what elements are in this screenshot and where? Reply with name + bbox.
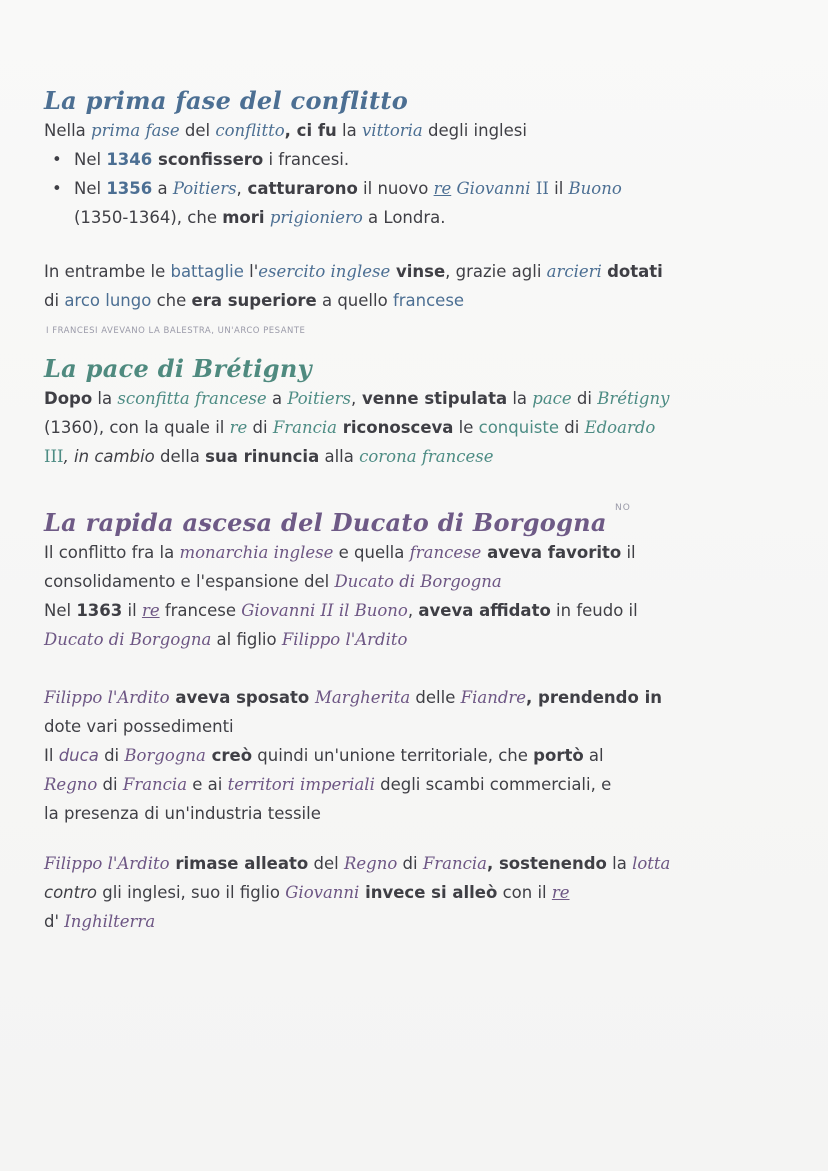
text: Poitiers [287,389,351,408]
line [44,384,784,413]
text: Margherita [314,688,411,707]
text: Francia [122,775,188,794]
text: In entrambe le [44,262,171,281]
text: territori imperiali [227,775,375,794]
text: prigioniero [269,208,363,227]
text: 1356 [106,179,153,198]
text: lotta [632,854,671,873]
section-ducato-borgogna [44,508,784,654]
text: la presenza di un'industria tessile [44,804,321,823]
text: che [151,291,192,310]
text: Giovanni [456,179,531,198]
text: esercito inglese [258,262,391,281]
text: di [397,854,423,873]
line [44,907,784,936]
text: , in cambio [63,447,155,466]
text: invece si alleò [359,883,498,902]
text: del [308,854,344,873]
text: sconfissero [152,150,264,169]
text: Brétigny [597,389,670,408]
line [44,741,784,770]
text: battaglie [170,262,244,281]
line [44,770,784,799]
text: Edoardo [584,418,656,437]
heading-ducato-borgogna: La rapida ascesa del Ducato di Borgogna [44,508,607,537]
text: Nella [44,121,92,140]
paragraph-alleanze [44,849,784,936]
text: re [229,418,248,437]
text: della [154,447,206,466]
text: dote vari possedimenti [44,717,234,736]
text: gli inglesi, suo il figlio [96,883,286,902]
list-item [52,174,784,203]
text: arcieri [546,262,602,281]
line [44,286,784,315]
text: Borgogna [124,746,206,765]
text: Ducato di Borgogna [44,630,212,649]
text: alla [319,447,360,466]
pencil-note-no: NO [615,503,631,513]
line [44,442,784,471]
text: il [548,179,569,198]
text: del [179,121,216,140]
text: Fiandre [460,688,527,707]
section-pace-bretigny [44,354,784,471]
text: 1363 [76,601,123,620]
text: , sostenendo [486,854,607,873]
text: aveva affidato [418,601,551,620]
text: al [583,746,604,765]
list-item [52,145,784,174]
section-prima-fase [44,86,784,232]
text: il nuovo [357,179,434,198]
text: di [44,291,65,310]
text: duca [58,746,99,765]
text: di [97,775,123,794]
text: d' [44,912,65,931]
text: Poitiers [172,179,237,198]
text: le [453,418,479,437]
text: francese [409,543,482,562]
text: corona francese [359,447,494,466]
line [44,567,784,596]
text: Nel [44,601,77,620]
text: al figlio [211,630,282,649]
text: la [336,121,362,140]
text: con il [497,883,552,902]
text: la [606,854,633,873]
text: , [407,601,419,620]
text: degli scambi commerciali, e [374,775,612,794]
text: sconfitta francese [117,389,267,408]
heading-prima-fase: La prima fase del conflitto [44,86,409,115]
text: II [530,179,549,198]
paragraph-battaglie [44,257,784,315]
text: Il [44,746,59,765]
text: monarchia inglese [179,543,334,562]
line [44,413,784,442]
line [44,116,784,145]
text: francese [392,291,465,310]
text: Buono [568,179,622,198]
text: contro [44,883,97,902]
text: l' [243,262,259,281]
text: degli inglesi [422,121,527,140]
text: , [236,179,242,198]
text: , [350,389,357,408]
text: Dopo [44,389,93,408]
text: Il conflitto fra la [44,543,180,562]
text: di [247,418,273,437]
text: di [571,389,598,408]
bullet-icon: • [52,150,62,169]
text: re [551,883,570,902]
text: Francia [272,418,337,437]
text: il [122,601,142,620]
text: aveva sposato [169,688,315,707]
text: vinse [390,262,446,281]
text: il [621,543,636,562]
line [44,683,784,712]
text: Giovanni II il Buono [241,601,408,620]
line [44,538,784,567]
line [44,625,784,654]
text: la [507,389,533,408]
text: riconosceva [336,418,454,437]
text: quindi un'unione territoriale, che [252,746,534,765]
text: a quello [316,291,393,310]
text: Regno [44,775,98,794]
text: , prendendo in [526,688,662,707]
text: e ai [187,775,228,794]
text: Filippo l'Ardito [281,630,408,649]
text: , ci fu [284,121,337,140]
text: creò [205,746,253,765]
line [44,712,784,741]
text: Francia [422,854,487,873]
pencil-note: I FRANCESI AVEVANO LA BALESTRA, UN'ARCO PESANTE [46,326,306,336]
text: Regno [343,854,398,873]
line [44,849,784,878]
bullet-list [44,145,784,232]
text: re [433,179,452,198]
text: aveva favorito [481,543,622,562]
text: III [44,447,64,466]
line [44,799,784,828]
text: di [98,746,125,765]
text: vittoria [361,121,423,140]
text: a [266,389,288,408]
text: catturarono [241,179,358,198]
text: prima fase [91,121,180,140]
text: Giovanni [285,883,360,902]
line [44,257,784,286]
line [44,878,784,907]
text: arco lungo [64,291,152,310]
text: rimase alleato [169,854,309,873]
text: (1350-1364), che [74,208,223,227]
text: delle [410,688,461,707]
text: dotati [607,262,663,281]
text: a Londra. [362,208,446,227]
text: consolidamento e l'espansione del [44,572,335,591]
text: Inghilterra [64,912,156,931]
text: portò [533,746,584,765]
text: , grazie agli [445,262,547,281]
text: a [152,179,173,198]
text: 1346 [106,150,153,169]
text: di [559,418,585,437]
text: Ducato di Borgogna [334,572,502,591]
text: e quella [333,543,410,562]
text: la [92,389,118,408]
text: conquiste [478,418,559,437]
text: Nel [74,150,107,169]
text: sua rinuncia [205,447,320,466]
list-item [74,203,784,232]
text: Filippo l'Ardito [44,688,170,707]
text: Filippo l'Ardito [44,854,170,873]
text: venne stipulata [356,389,508,408]
text: re [141,601,160,620]
text: era superiore [191,291,317,310]
text: Nel [74,179,107,198]
text: pace [532,389,572,408]
text: mori [222,208,265,227]
paragraph-filippo [44,683,784,828]
text: francese [159,601,242,620]
text: i francesi. [263,150,350,169]
text: in feudo il [550,601,638,620]
text: (1360), con la quale il [44,418,230,437]
bullet-icon: • [52,179,62,198]
heading-pace-bretigny: La pace di Brétigny [44,354,312,383]
text: conflitto [215,121,285,140]
line [44,596,784,625]
